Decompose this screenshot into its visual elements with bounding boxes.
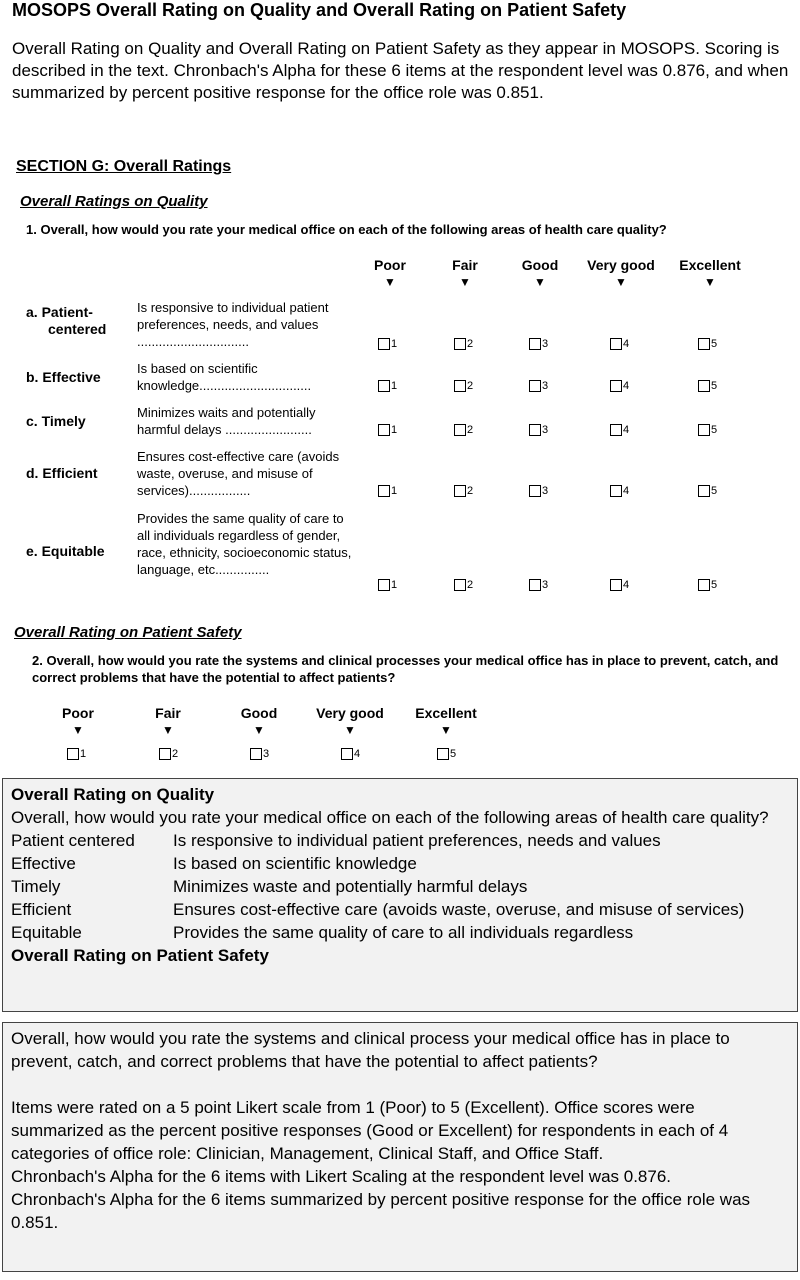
arrow-down-icon: ▼ [162,723,174,737]
checkbox-icon[interactable] [529,579,541,591]
rating-checkbox[interactable] [454,418,473,436]
rating-checkbox[interactable] [378,418,397,436]
rating-number: 3 [542,424,549,436]
checkbox-icon[interactable] [250,748,262,760]
row-desc-effective: Is based on scientific knowledge............................... [137,361,312,393]
rating-checkbox[interactable] [610,573,629,591]
row-label-timely: c. Timely [26,413,86,429]
rating-checkbox[interactable] [529,418,548,436]
scale-fair-label: Fair [452,257,478,273]
checkbox-icon[interactable] [437,748,449,760]
rating-number: 2 [172,748,179,760]
question-2: 2. Overall, how would you rate the systems and clinical processes your medical office has in place to prevent, catch, and correct problems that have the potential to affect patients? [32,653,779,685]
scale-poor-label: Poor [374,257,406,273]
rating-checkbox[interactable] [454,332,473,350]
rating-number: 5 [711,380,718,392]
question-1: 1. Overall, how would you rate your medical office on each of the following areas of health care quality? [26,222,667,237]
safety-box-heading: Overall Rating on Patient Safety [11,946,269,965]
arrow-down-icon: ▼ [615,275,627,289]
methods-question: Overall, how would you rate the systems and clinical process your medical office has in place to prevent, catch, and correct problems that have the potential to affect patients? [11,1029,730,1071]
arrow-down-icon: ▼ [534,275,546,289]
checkbox-icon[interactable] [67,748,79,760]
checkbox-icon[interactable] [341,748,353,760]
document-title: MOSOPS Overall Rating on Quality and Overall Rating on Patient Safety [12,0,627,20]
rating-number: 3 [542,485,549,497]
rating-checkbox[interactable] [378,374,397,392]
q2-scale-excellent-label: Excellent [415,705,477,721]
checkbox-icon[interactable] [454,485,466,497]
q2-scale-poor-label: Poor [62,705,94,721]
row-desc-timely: Minimizes waits and potentially harmful delays ........................ [137,405,316,437]
checkbox-icon[interactable] [454,579,466,591]
quality-box-question: Overall, how would you rate your medical office on each of the following areas of health care quality? [11,808,769,827]
methods-scoring: Items were rated on a 5 point Likert scale from 1 (Poor) to 5 (Excellent). Office scores were summarized as the percent positive responses (Good or Excellent) for respondents in each of 4 categories of office role: Clinician, Management, Clinical Staff, and Office Staff. [11,1098,729,1163]
safety-rating-checkbox[interactable] [67,742,86,760]
checkbox-icon[interactable] [378,380,390,392]
quality-item: Patient centered Is responsive to individual patient preferences, needs and values [11,831,661,850]
checkbox-icon[interactable] [454,338,466,350]
checkbox-icon[interactable] [159,748,171,760]
checkbox-icon[interactable] [698,380,710,392]
quality-summary-box [2,778,798,1012]
rating-checkbox[interactable] [529,374,548,392]
arrow-down-icon: ▼ [253,723,265,737]
quality-item: Effective Is based on scientific knowledge [11,854,417,873]
q2-scale-verygood-label: Very good [316,705,384,721]
rating-checkbox[interactable] [378,573,397,591]
checkbox-icon[interactable] [610,380,622,392]
rating-number: 3 [263,748,270,760]
row-label-patient-centered: a. Patient- centered [26,304,107,337]
safety-rating-checkbox[interactable] [341,742,360,760]
quality-item: Efficient Ensures cost-effective care (avoids waste, overuse, and misuse of services) [11,900,745,919]
q2-scale-good-label: Good [240,705,278,721]
rating-number: 2 [467,485,474,497]
rating-number: 2 [467,424,474,436]
section-heading: SECTION G: Overall Ratings [16,158,232,175]
checkbox-icon[interactable] [698,579,710,591]
rating-checkbox[interactable] [529,332,548,350]
rating-number: 1 [391,424,398,436]
row-label-efficient: d. Efficient [26,465,98,481]
safety-rating-checkbox[interactable] [437,742,456,760]
rating-checkbox[interactable] [698,573,717,591]
rating-number: 1 [391,338,398,350]
quality-item: Equitable Provides the same quality of care to all individuals regardless [11,923,634,942]
rating-checkbox[interactable] [378,479,397,497]
safety-rating-checkbox[interactable] [250,742,269,760]
rating-checkbox[interactable] [698,374,717,392]
row-desc-equitable: Provides the same quality of care to all individuals regardless of gender, race, ethnicity, socioeconomic status, language, etc............... [137,511,352,577]
row-label-effective: b. Effective [26,369,101,385]
row-desc-patient-centered: Is responsive to individual patient preferences, needs, and values ............................... [137,300,329,349]
rating-number: 4 [623,485,630,497]
rating-checkbox[interactable] [698,479,717,497]
rating-number: 3 [542,579,549,591]
rating-number: 4 [623,338,630,350]
safety-subheading: Overall Rating on Patient Safety [14,624,242,641]
arrow-down-icon: ▼ [704,275,716,289]
rating-number: 4 [623,424,630,436]
rating-number: 1 [80,748,87,760]
checkbox-icon[interactable] [529,338,541,350]
rating-checkbox[interactable] [378,332,397,350]
rating-number: 3 [542,338,549,350]
rating-checkbox[interactable] [610,479,629,497]
checkbox-icon[interactable] [698,424,710,436]
scale-verygood-label: Very good [587,257,655,273]
rating-number: 5 [450,748,457,760]
rating-checkbox[interactable] [454,479,473,497]
rating-number: 5 [711,485,718,497]
intro-paragraph: Overall Rating on Quality and Overall Rating on Patient Safety as they appear in MOSOPS. Scoring is described in the text. Chronbach's Alpha for these 6 items at the respondent level was 0.876, and when summarized by percent positive response for the office role was 0.851. [12,39,789,102]
scale-excellent-label: Excellent [679,257,741,273]
safety-rating-checkbox[interactable] [159,742,178,760]
checkbox-icon[interactable] [610,338,622,350]
rating-number: 4 [354,748,361,760]
rating-number: 1 [391,485,398,497]
checkbox-icon[interactable] [454,380,466,392]
arrow-down-icon: ▼ [459,275,471,289]
rating-number: 2 [467,579,474,591]
rating-checkbox[interactable] [529,479,548,497]
rating-checkbox[interactable] [454,374,473,392]
row-label-equitable: e. Equitable [26,543,105,559]
scale-good-label: Good [521,257,559,273]
checkbox-icon[interactable] [378,338,390,350]
arrow-down-icon: ▼ [72,723,84,737]
checkbox-icon[interactable] [378,485,390,497]
checkbox-icon[interactable] [529,380,541,392]
checkbox-icon[interactable] [610,485,622,497]
checkbox-icon[interactable] [378,579,390,591]
rating-checkbox[interactable] [454,573,473,591]
checkbox-icon[interactable] [529,485,541,497]
rating-number: 1 [391,579,398,591]
row-desc-efficient: Ensures cost-effective care (avoids waste, overuse, and misuse of services)................. [137,449,340,498]
rating-checkbox[interactable] [610,374,629,392]
quality-box-heading: Overall Rating on Quality [11,785,215,804]
rating-checkbox[interactable] [698,332,717,350]
arrow-down-icon: ▼ [384,275,396,289]
rating-number: 5 [711,338,718,350]
rating-checkbox[interactable] [698,418,717,436]
checkbox-icon[interactable] [454,424,466,436]
rating-number: 4 [623,579,630,591]
rating-number: 2 [467,338,474,350]
q2-scale-fair-label: Fair [155,705,181,721]
rating-checkbox[interactable] [610,418,629,436]
rating-number: 4 [623,380,630,392]
checkbox-icon[interactable] [378,424,390,436]
checkbox-icon[interactable] [610,579,622,591]
methods-alpha-respondent: Chronbach's Alpha for the 6 items with Likert Scaling at the respondent level was 0.876. [11,1167,672,1186]
arrow-down-icon: ▼ [440,723,452,737]
quality-subheading: Overall Ratings on Quality [20,193,208,210]
checkbox-icon[interactable] [698,485,710,497]
rating-number: 1 [391,380,398,392]
rating-number: 2 [467,380,474,392]
quality-item: Timely Minimizes waste and potentially harmful delays [11,877,528,896]
arrow-down-icon: ▼ [344,723,356,737]
rating-checkbox[interactable] [529,573,548,591]
checkbox-icon[interactable] [529,424,541,436]
rating-number: 5 [711,424,718,436]
rating-checkbox[interactable] [610,332,629,350]
rating-number: 3 [542,380,549,392]
checkbox-icon[interactable] [610,424,622,436]
methods-summary-box [2,1022,798,1272]
methods-alpha-office: Chronbach's Alpha for the 6 items summarized by percent positive response for the office role was 0.851. [11,1190,751,1232]
rating-number: 5 [711,579,718,591]
checkbox-icon[interactable] [698,338,710,350]
